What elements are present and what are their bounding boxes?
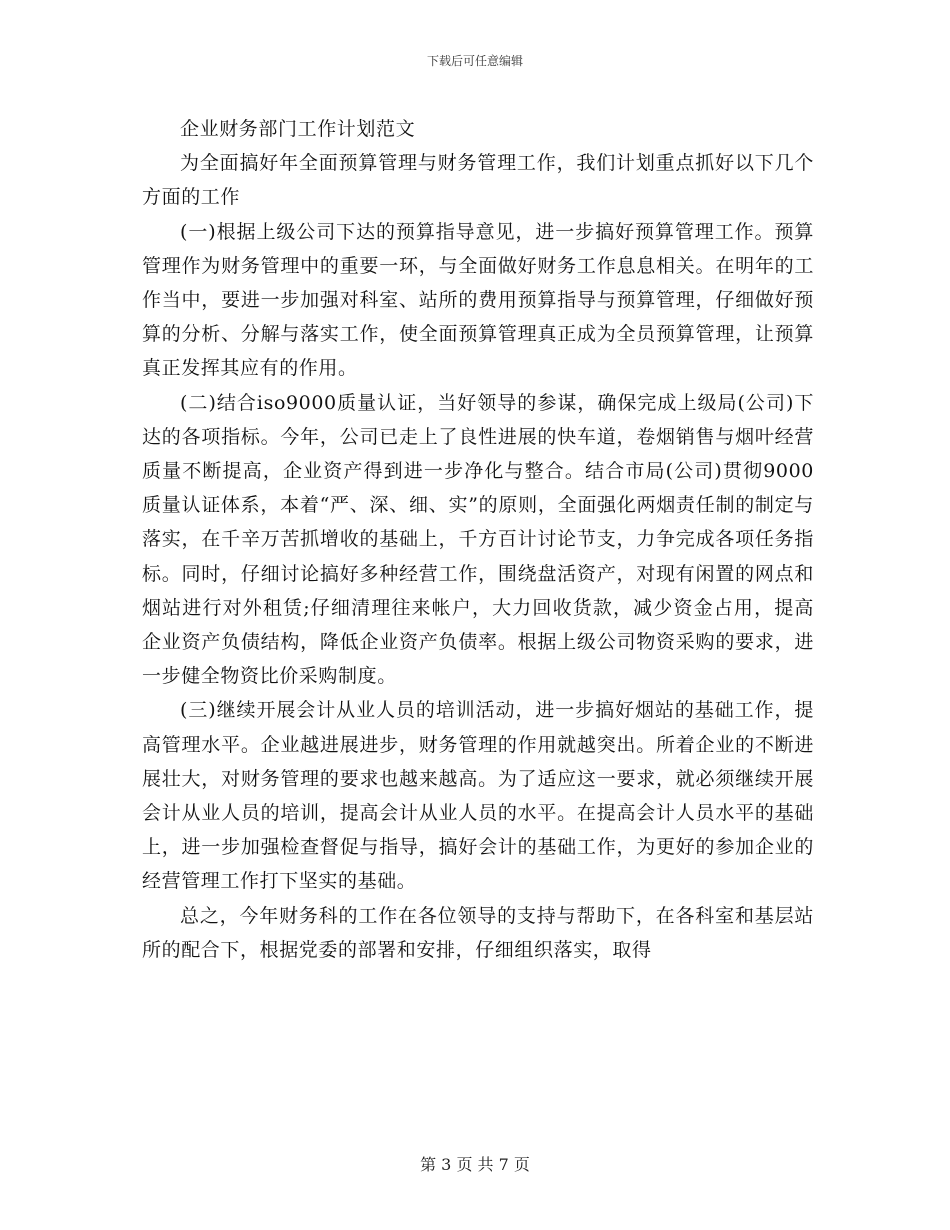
header-note: 下载后可任意编辑 — [426, 54, 523, 68]
document-body — [142, 112, 814, 967]
page-label-mid: 页 共 — [456, 1155, 494, 1174]
paragraph-section-2: (二)结合iso9000质量认证，当好领导的参谋，确保完成上级局(公司)下达的各项指标。今年，公司已走上了良性进展的快车道，卷烟销售与烟叶经营质量不断提高，企业资产得到进一步净化与整合。结合市局(公司)贯彻9000质量认证体系，本着“严、深、细、实”的原则，全面强化两烟责任制的制定与落实，在千辛万苦抓增收的基础上，千方百计讨论节支，力争完成各项任务指标。同时，仔细讨论搞好多种经营工作，围绕盘活资产，对现有闲置的网点和烟站进行对外租赁;仔细清理往来帐户，大力回收货款，减少资金占用，提高企业资产负债结构，降低企业资产负债率。根据上级公司物资采购的要求，进一步健全物资比价采购制度。 — [142, 391, 814, 688]
paragraph-summary: 总之，今年财务科的工作在各位领导的支持与帮助下，在各科室和基层站所的配合下，根据党委的部署和安排，仔细组织落实，取得 — [142, 904, 814, 961]
page-label-suffix: 页 — [513, 1155, 530, 1174]
paragraph-section-3: (三)继续开展会计从业人员的培训活动，进一步搞好烟站的基础工作，提高管理水平。企业越进展进步，财务管理的作用就越突出。所着企业的不断进展壮大，对财务管理的要求也越来越高。为了适应这一要求，就必须继续开展会计从业人员的培训，提高会计从业人员的水平。在提高会计人员水平的基础上，进一步加强检查督促与指导，搞好会计的基础工作，为更好的参加企业的经营管理工作打下坚实的基础。 — [142, 699, 814, 893]
page-number-footer — [0, 1152, 950, 1175]
page-label-prefix: 第 — [420, 1155, 437, 1174]
document-title: 企业财务部门工作计划范文 — [180, 118, 416, 140]
current-page-number: 3 — [441, 1155, 452, 1174]
paragraph-intro: 为全面搞好年全面预算管理与财务管理工作，我们计划重点抓好以下几个方面的工作 — [142, 152, 814, 209]
total-page-number: 7 — [498, 1155, 509, 1174]
paragraph-section-1: (一)根据上级公司下达的预算指导意见，进一步搞好预算管理工作。预算管理作为财务管理中的重要一环，与全面做好财务工作息息相关。在明年的工作当中，要进一步加强对科室、站所的费用预算指导与预算管理，仔细做好预算的分析、分解与落实工作，使全面预算管理真正成为全员预算管理，让预算真正发挥其应有的作用。 — [142, 220, 814, 380]
